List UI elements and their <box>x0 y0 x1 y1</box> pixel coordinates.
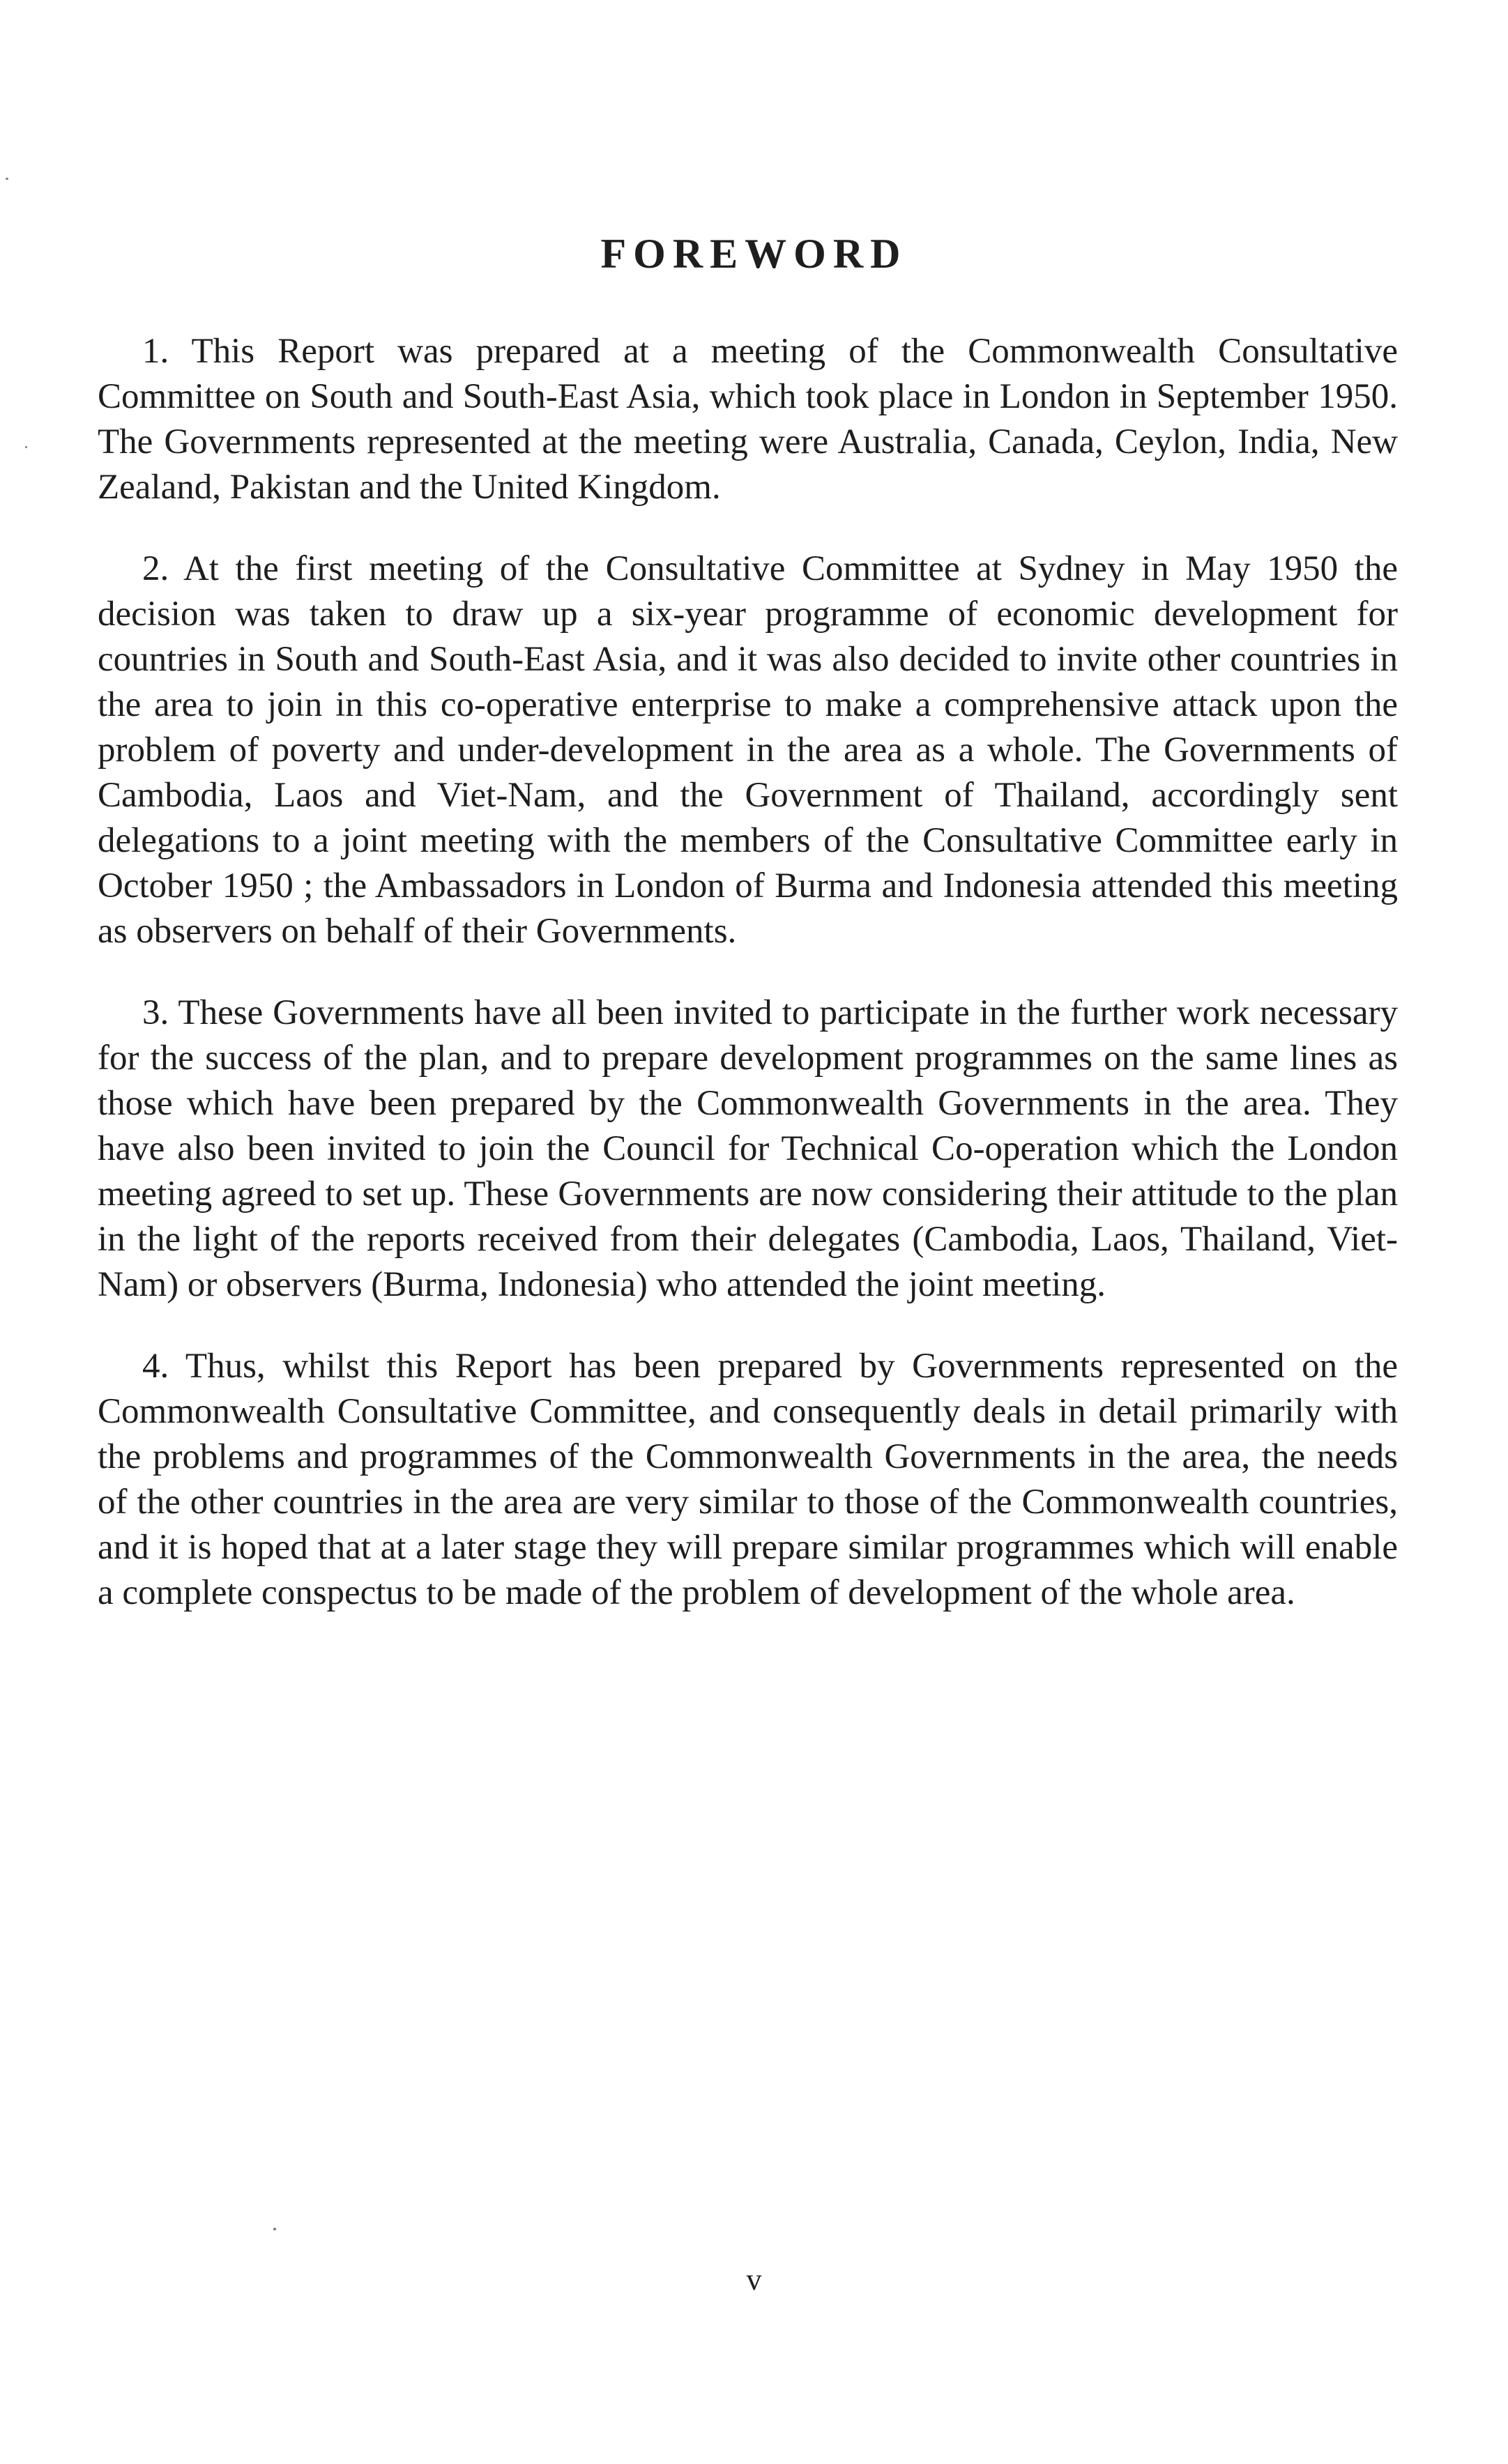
paragraph-1: 1. This Report was prepared at a meeting of the Commonwealth Consultative Committee on South and South-East Asia, which took place in London in September 1950. The Governments represented at the meeting were Australia, Canada, Ceylon, India, New Zealand, Pakistan and the United Kingdom. <box>98 332 1398 507</box>
scan-speck <box>273 2228 276 2230</box>
page-title: FOREWORD <box>600 231 908 277</box>
paragraph-2: 2. At the first meeting of the Consultative Committee at Sydney in May 1950 the decision was taken to draw up a six-year programme of economic development for countries in South and South-East Asia, and it was also decided to invite other countries in the area to join in this co-operative enterprise to make a comprehensive attack upon the problem of poverty and under-development in the area as a whole. The Governments of Cambodia, Laos and Viet-Nam, and the Government of Thailand, accordingly sent delegations to a joint meeting with the members of the Consultative Committee early in October 1950 ; the Ambassadors in London of Burma and Indonesia attended this meeting as observers on behalf of their Governments. <box>98 549 1398 951</box>
page-number: v <box>746 2263 762 2297</box>
scan-speck <box>6 178 8 180</box>
paragraph-3: 3. These Governments have all been invited to participate in the further work necessary for the success of the plan, and to prepare development programmes on the same lines as those which have been prepared by the Commonwealth Governments in the area. They have also been invited to join the Council for Technical Co-operation which the London meeting agreed to set up. These Governments are now considering their attitude to the plan in the light of the reports received from their delegates (Cambodia, Laos, Thailand, Viet-Nam) or observers (Burma, Indonesia) who attended the joint meeting. <box>98 993 1398 1304</box>
paragraph-4: 4. Thus, whilst this Report has been prepared by Governments represented on the Commonwealth Consultative Committee, and consequently deals in detail primarily with the problems and programmes of the Commonwealth Governments in the area, the needs of the other countries in the area are very similar to those of the Commonwealth countries, and it is hoped that at a later stage they will prepare similar programmes which will enable a complete conspectus to be made of the problem of development of the whole area. <box>98 1347 1398 1612</box>
foreword-body <box>98 329 1398 1652</box>
scan-speck <box>25 446 27 448</box>
